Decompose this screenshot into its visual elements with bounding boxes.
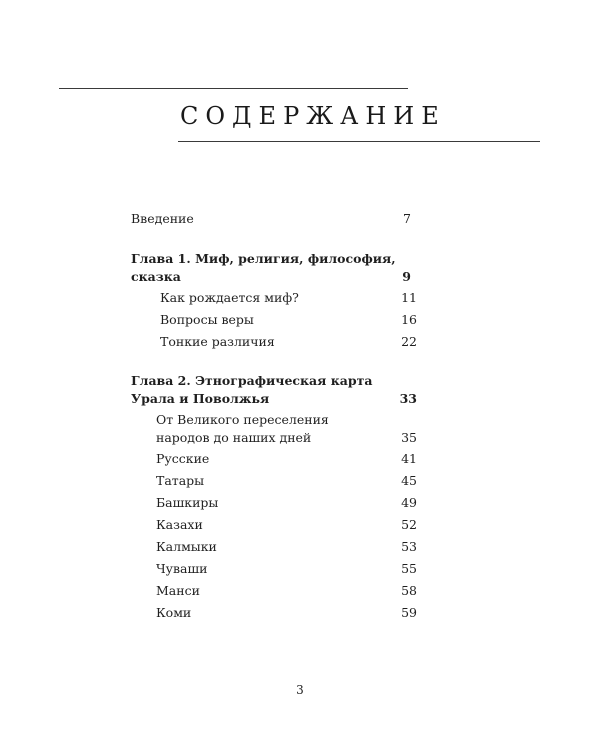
chapter1-section-label[interactable]: Вопросы веры xyxy=(160,312,254,327)
chapter1-title-line2[interactable]: сказка xyxy=(131,269,181,284)
chapter2-section-label[interactable]: Татары xyxy=(156,473,205,488)
chapter2-section-page: 59 xyxy=(401,605,417,620)
chapter1-section-label[interactable]: Как рождается миф? xyxy=(160,290,299,305)
chapter2-section-page: 55 xyxy=(401,561,417,576)
chapter2-section-page: 45 xyxy=(401,473,417,488)
page-number: 3 xyxy=(296,683,304,697)
chapter2-first-section-line2[interactable]: народов до наших дней xyxy=(156,430,312,445)
chapter2-section-page: 49 xyxy=(401,495,417,510)
toc-intro-label[interactable]: Введение xyxy=(131,211,194,226)
chapter1-section-page: 22 xyxy=(401,334,417,349)
chapter2-section-label[interactable]: Калмыки xyxy=(156,539,217,554)
chapter2-section-page: 41 xyxy=(401,451,417,466)
chapter1-title-line1[interactable]: Глава 1. Миф, религия, философия, xyxy=(131,251,396,266)
chapter2-first-section-line1[interactable]: От Великого переселения xyxy=(156,412,329,427)
chapter1-section-label[interactable]: Тонкие различия xyxy=(160,334,275,349)
chapter2-title-line2[interactable]: Урала и Поволжья xyxy=(131,391,270,406)
chapter2-first-section-page: 35 xyxy=(401,430,417,445)
chapter2-section-label[interactable]: Коми xyxy=(156,605,192,620)
top-rule xyxy=(59,88,408,89)
chapter2-section-page: 53 xyxy=(401,539,417,554)
toc-intro-page: 7 xyxy=(403,211,411,226)
chapter1-section-page: 11 xyxy=(401,290,417,305)
chapter1-section-page: 16 xyxy=(401,312,417,327)
chapter2-section-page: 52 xyxy=(401,517,417,532)
chapter2-section-page: 58 xyxy=(401,583,417,598)
chapter2-section-label[interactable]: Казахи xyxy=(156,517,203,532)
chapter1-page: 9 xyxy=(402,269,411,284)
chapter2-section-label[interactable]: Башкиры xyxy=(156,495,219,510)
bottom-rule xyxy=(178,141,540,142)
chapter2-title-line1[interactable]: Глава 2. Этнографическая карта xyxy=(131,373,373,388)
chapter2-section-label[interactable]: Чуваши xyxy=(156,561,208,576)
chapter2-section-label[interactable]: Манси xyxy=(156,583,200,598)
page-title: СОДЕРЖАНИЕ xyxy=(180,102,446,130)
chapter2-section-label[interactable]: Русские xyxy=(156,451,210,466)
chapter2-page: 33 xyxy=(399,391,417,406)
